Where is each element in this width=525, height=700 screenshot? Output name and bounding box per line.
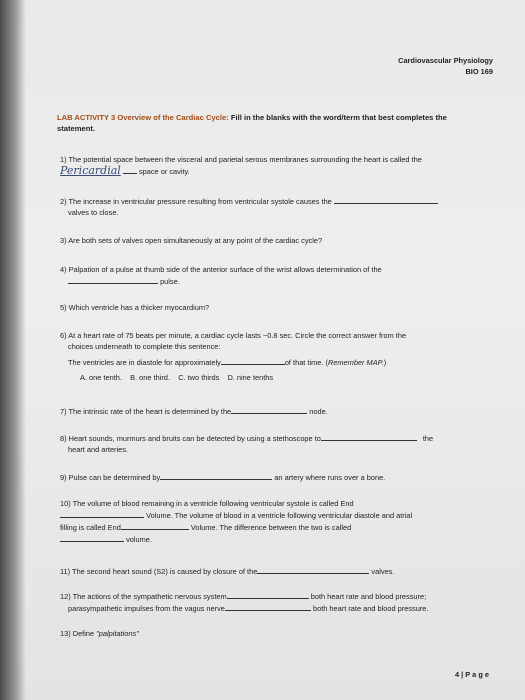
question-6: [60, 330, 500, 383]
question-7-end: node.: [309, 407, 328, 416]
answer-blank[interactable]: [321, 432, 417, 441]
question-7-text: 7) The intrinsic rate of the heart is determined by the: [60, 407, 232, 416]
question-1-text: 1) The potential space between the visceral and parietal serous membranes surrounding the heart is called the: [60, 155, 422, 164]
question-9-text: 9) Pulse can be determined by: [60, 473, 161, 482]
course-code: BIO 169: [465, 66, 493, 76]
question-12-text-b: both heart rate and blood pressure;: [310, 592, 427, 601]
question-6-paren: ): [383, 358, 387, 367]
question-8-text: 8) Heart sounds, murmurs and bruits can be detected by using a stethoscope to: [60, 434, 321, 443]
answer-blank[interactable]: [121, 521, 189, 530]
question-7: [60, 405, 328, 417]
question-11-end: valves.: [371, 567, 395, 576]
question-5: [60, 302, 209, 313]
answer-blank[interactable]: [225, 602, 311, 611]
question-12-text-2: parasympathetic impulses from the vagus nerve: [68, 604, 225, 613]
question-5-text: 5) Which ventricle has a thicker myocardium?: [60, 303, 210, 312]
course-title: Cardiovascular Physiology: [398, 56, 493, 65]
activity-heading: LAB ACTIVITY 3 Overview of the Cardiac Cycle:: [57, 113, 229, 122]
question-6-text: 6) At a heart rate of 75 beats per minute, a cardiac cycle lasts ~0.8 sec. Circle the correct answer from the: [60, 331, 407, 340]
page-number: 4 | P a g e: [455, 670, 489, 679]
question-8-end: the: [422, 434, 434, 443]
answer-blank[interactable]: [231, 405, 307, 414]
question-9-end: an artery where runs over a bone.: [274, 473, 386, 482]
question-4-text: 4) Palpation of a pulse at thumb side of the anterior surface of the wrist allows determination of the: [60, 265, 382, 274]
question-6-sentence-end: of that time. (: [284, 358, 328, 367]
question-10-text: 10) The volume of blood remaining in a ventricle following ventricular systole is called End: [60, 499, 354, 508]
question-10-text-3: filling is called End: [60, 523, 121, 532]
question-6-sentence: The ventricles are in diastole for approximately: [68, 358, 221, 367]
answer-blank[interactable]: [257, 565, 369, 574]
question-2-text-2: valves to close.: [68, 208, 119, 217]
question-12: [60, 590, 500, 614]
page-header: [398, 56, 493, 77]
question-13: [60, 628, 139, 639]
question-11-text: 11) The second heart sound (S2) is caused by closure of the: [60, 567, 258, 576]
activity-instruction: Fill in the blanks with the word/term that best completes the statement.: [57, 113, 447, 133]
question-12-text-2b: both heart rate and blood pressure.: [312, 604, 429, 613]
question-1-text-2: space or cavity.: [138, 167, 190, 176]
question-3-text: 3) Are both sets of valves open simultaneously at any point of the cardiac cycle?: [60, 236, 323, 245]
answer-blank[interactable]: [227, 590, 309, 599]
answer-blank[interactable]: [123, 165, 137, 174]
question-3: [60, 235, 322, 246]
question-13-term: "palpitations": [96, 629, 139, 638]
answer-blank[interactable]: [60, 509, 144, 518]
question-13-text: 13) Define: [60, 629, 97, 638]
question-6-choices[interactable]: A. one tenth. B. one third. C. two thirds D. nine tenths: [80, 373, 274, 382]
answer-blank[interactable]: [60, 533, 124, 542]
question-6-text-2: choices underneath to complete this sentence:: [68, 342, 221, 351]
handwritten-answer: Pericardial: [60, 164, 121, 177]
question-12-text: 12) The actions of the sympathetic nervous system: [60, 592, 227, 601]
question-10-text-2: Volume. The volume of blood in a ventricle following ventricular diastole and atrial: [146, 511, 413, 520]
answer-blank[interactable]: [160, 471, 272, 480]
question-4-text-2: pulse.: [160, 277, 180, 286]
activity-title: [57, 112, 477, 134]
question-10: [60, 498, 500, 545]
answer-blank[interactable]: [68, 275, 158, 284]
question-11: [60, 565, 394, 577]
answer-blank[interactable]: [221, 356, 285, 365]
question-2: [60, 195, 500, 218]
question-1: [60, 154, 500, 177]
question-8: [60, 432, 500, 455]
question-2-text: 2) The increase in ventricular pressure resulting from ventricular systole causes the: [60, 197, 332, 206]
question-10-text-5: volume.: [126, 535, 152, 544]
answer-blank[interactable]: [334, 195, 438, 204]
question-9: [60, 471, 385, 483]
question-8-text-2: heart and arteries.: [68, 445, 128, 454]
remember-map-note: Remember MAP.: [327, 358, 384, 367]
question-4: [60, 264, 500, 287]
question-10-text-4: Volume. The difference between the two is called: [190, 523, 352, 532]
